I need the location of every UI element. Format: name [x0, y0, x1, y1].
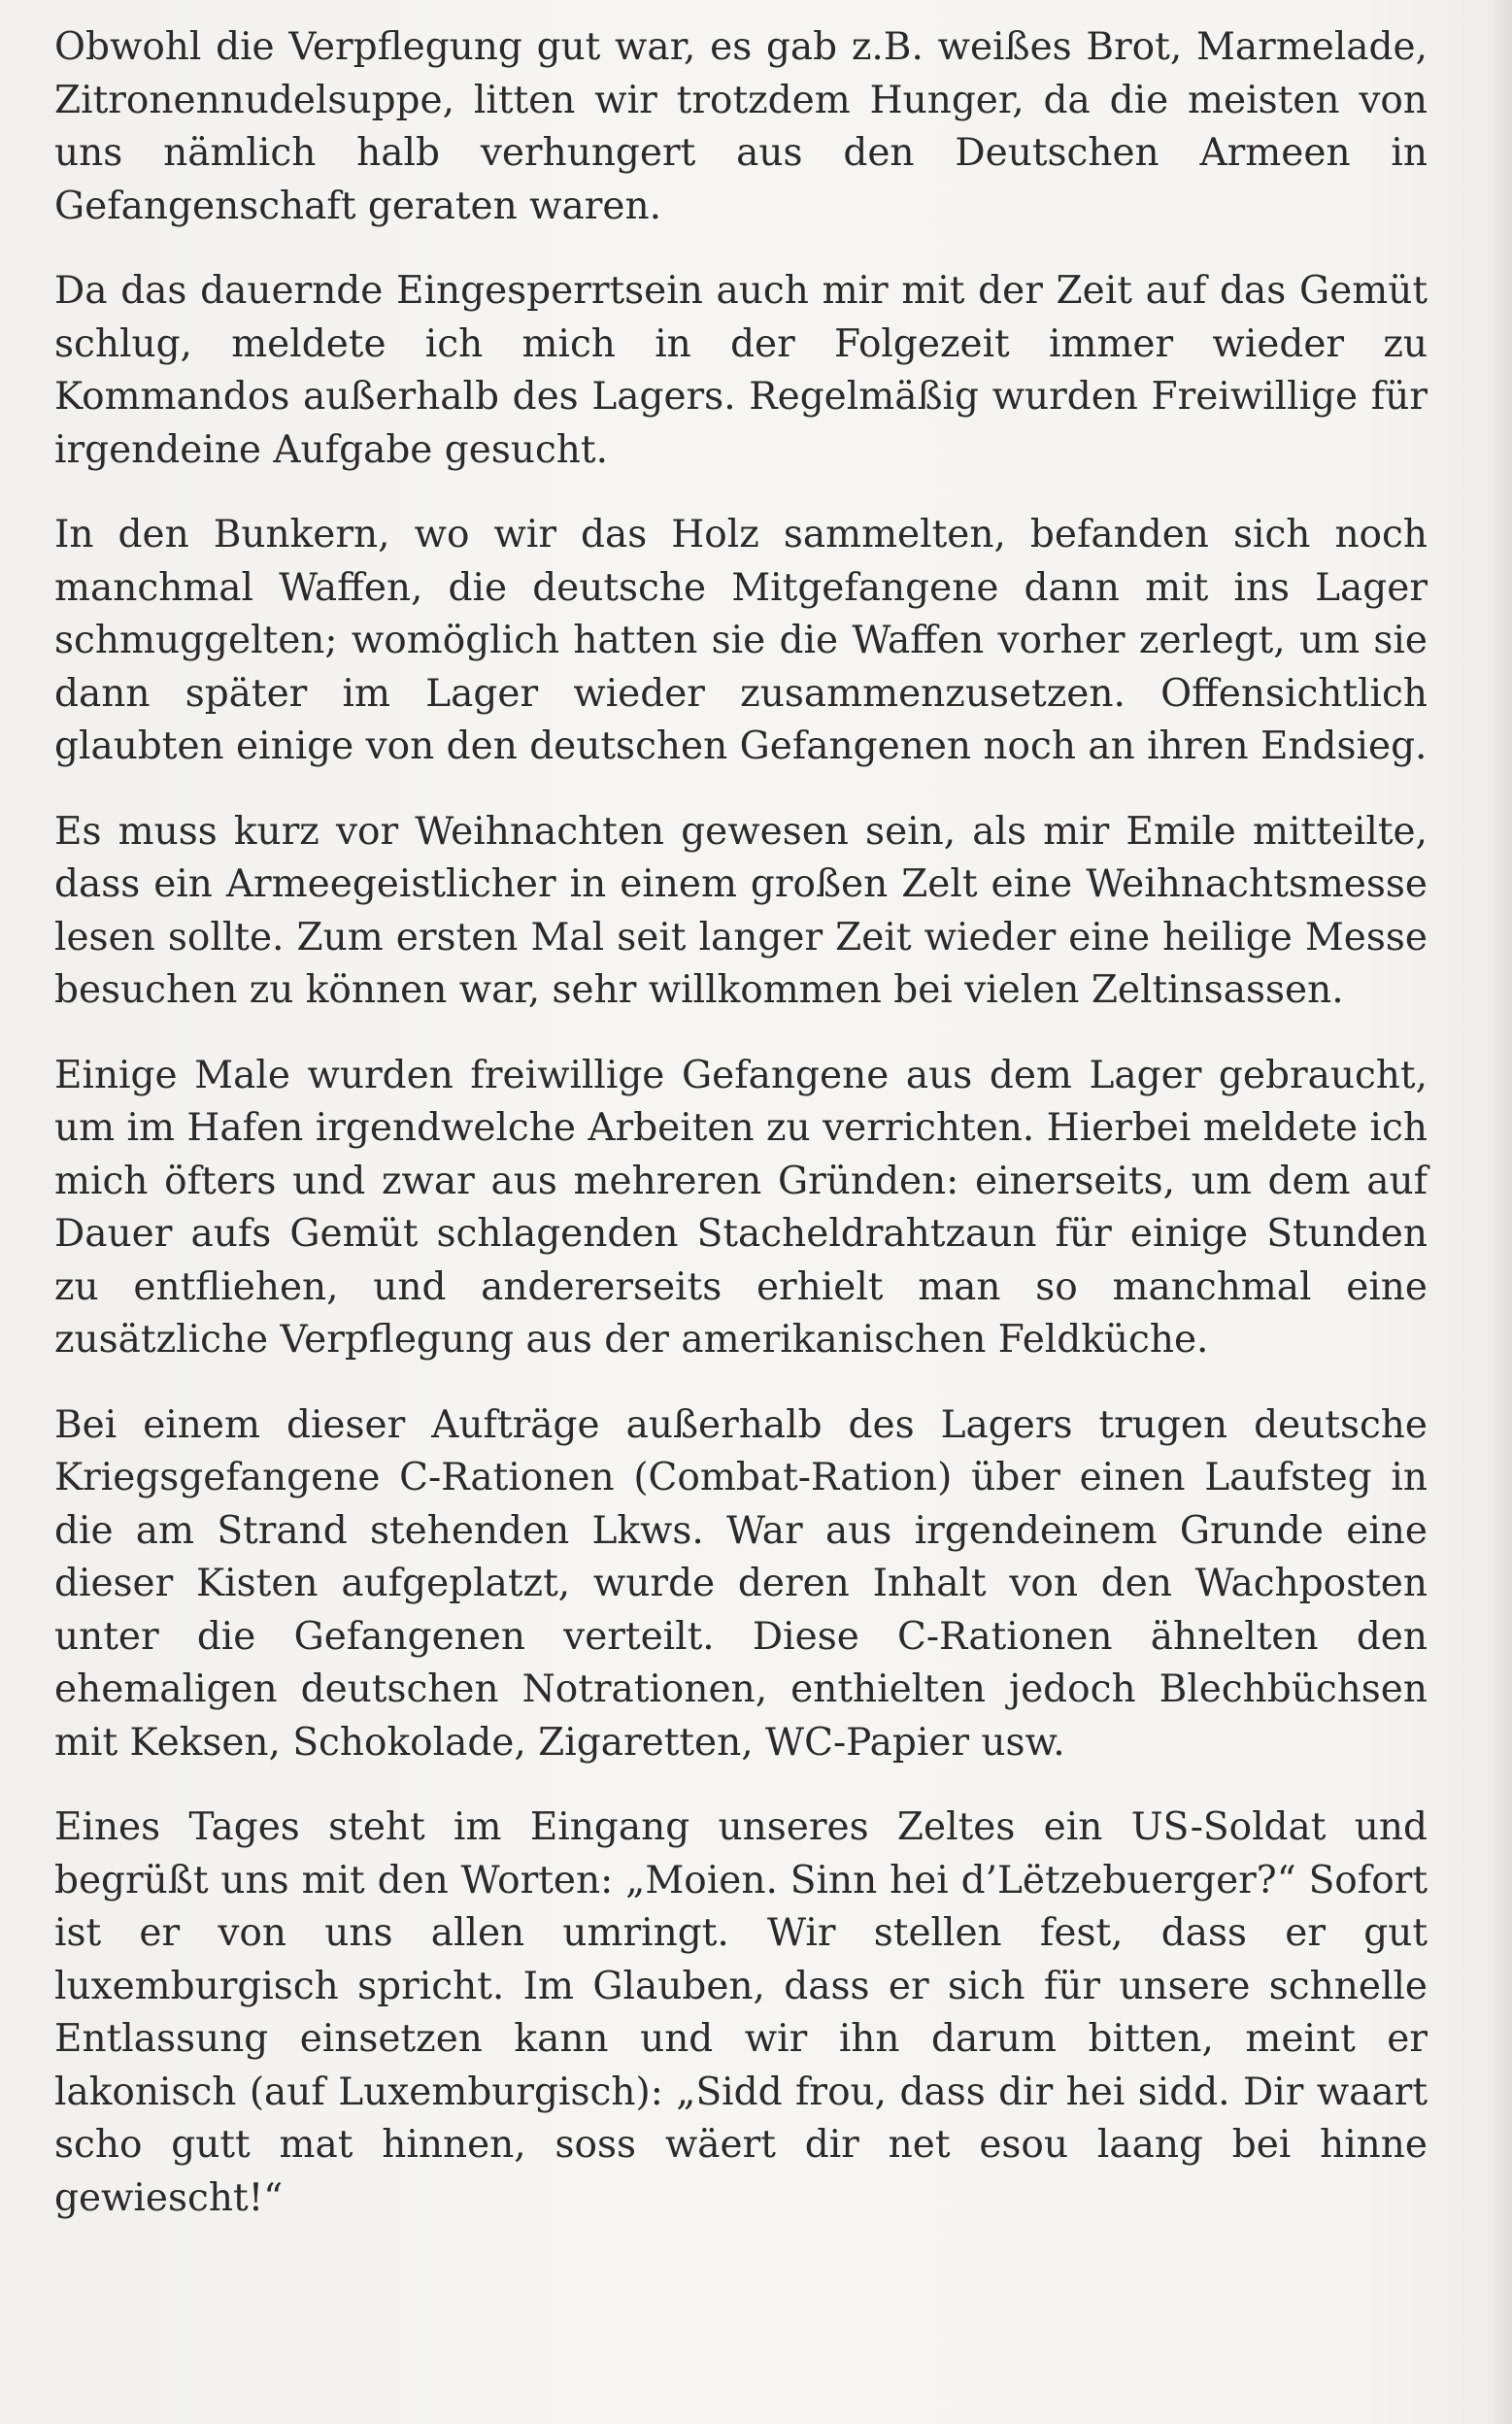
paragraph-3: In den Bunkern, wo wir das Holz sammelten, befanden sich noch manchmal Waffen, die deutsche Mitgefangene dann mit ins Lager schmuggelten; womöglich hatten sie die Waffen vorher zerlegt, um sie dann später im Lager wieder zusammenzusetzen. Offensichtlich glaubten einige von den deutschen Gefangenen noch an ihren Endsieg. [54, 513, 1428, 768]
paragraph-5: Einige Male wurden freiwillige Gefangene aus dem Lager gebraucht, um im Hafen irgendwelche Arbeiten zu verrichten. Hierbei meldete ich mich öfters und zwar aus mehreren Gründen: einerseits, um dem auf Dauer aufs Gemüt schlagenden Stacheldrahtzaun für einige Stunden zu entfliehen, und andererseits erhielt man so manchmal eine zusätzliche Verpflegung aus der amerikanischen Feldküche. [54, 1053, 1428, 1362]
paragraph-7: Eines Tages steht im Eingang unseres Zeltes ein US-Soldat und begrüßt uns mit den Worten: „Moien. Sinn hei d’Lëtzebuerger?“ Sofort ist er von uns allen umringt. Wir stellen fest, dass er gut luxemburgisch spricht. Im Glauben, dass er sich für unsere schnelle Entlassung einsetzen kann und wir ihn darum bitten, meint er lakonisch (auf Luxemburgisch): „Sidd frou, dass dir hei sidd. Dir waart scho gutt mat hinnen, soss wäert dir net esou laang bei hinne gewiescht!“ [54, 1805, 1428, 2220]
paragraph-2: Da das dauernde Eingesperrtsein auch mir mit der Zeit auf das Gemüt schlug, meldete ich mich in der Folgezeit immer wieder zu Kommandos außerhalb des Lagers. Regelmäßig wurden Freiwillige für irgendeine Aufgabe gesucht. [54, 269, 1428, 472]
document-body [54, 21, 1428, 2257]
paragraph-4: Es muss kurz vor Weihnachten gewesen sein, als mir Emile mitteilte, dass ein Armeegeistlicher in einem großen Zelt eine Weihnachtsmesse lesen sollte. Zum ersten Mal seit langer Zeit wieder eine heilige Messe besuchen zu können war, sehr willkommen bei vielen Zeltinsassen. [54, 809, 1428, 1012]
page-edge-shadow [1491, 0, 1512, 2424]
paragraph-1: Obwohl die Verpflegung gut war, es gab z.B. weißes Brot, Marmelade, Zitronennudelsuppe, litten wir trotzdem Hunger, da die meisten von uns nämlich halb verhungert aus den Deutschen Armeen in Gefangenschaft geraten waren. [54, 25, 1428, 228]
paragraph-6: Bei einem dieser Aufträge außerhalb des Lagers trugen deutsche Kriegsgefangene C-Rationen (Combat-Ration) über einen Laufsteg in die am Strand stehenden Lkws. War aus irgendeinem Grunde eine dieser Kisten aufgeplatzt, wurde deren Inhalt von den Wachposten unter die Gefangenen verteilt. Diese C-Rationen ähnelten den ehemaligen deutschen Notrationen, enthielten jedoch Blechbüchsen mit Keksen, Schokolade, Zigaretten, WC-Papier usw. [54, 1402, 1428, 1765]
